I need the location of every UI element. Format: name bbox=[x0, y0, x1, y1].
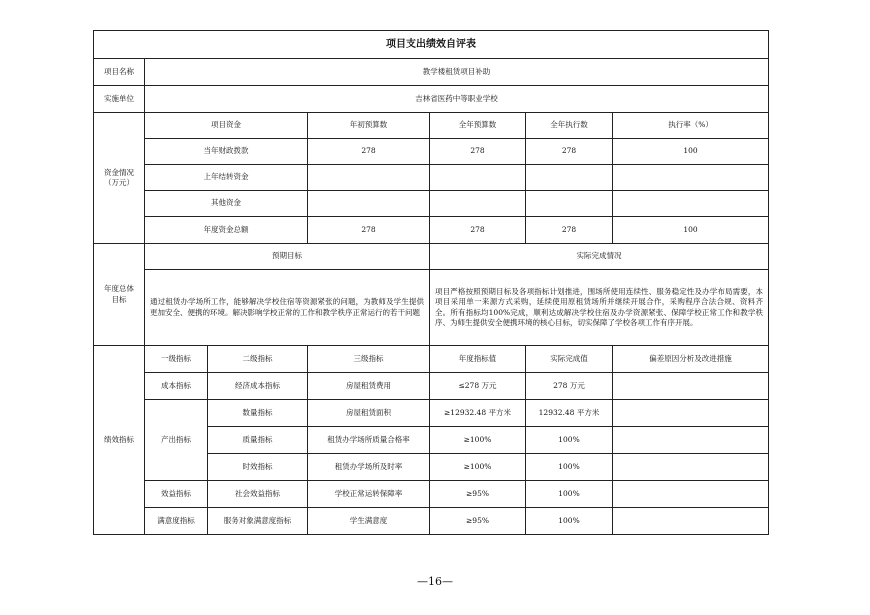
output-level2: 数量指标 bbox=[208, 400, 308, 427]
satisfaction-level1: 满意度指标 bbox=[145, 508, 208, 535]
funds-cell: 278 bbox=[526, 139, 613, 165]
page-number: —16— bbox=[417, 575, 453, 588]
expected-goal-header: 预期目标 bbox=[145, 244, 430, 270]
funds-cell: 278 bbox=[308, 217, 430, 244]
funds-row-label: 年度资金总额 bbox=[145, 217, 308, 244]
funds-row-label: 上年结转资金 bbox=[145, 165, 308, 191]
funds-cell: 278 bbox=[308, 139, 430, 165]
unit-value: 吉林省医药中等职业学校 bbox=[145, 86, 769, 113]
table-title: 项目支出绩效自评表 bbox=[94, 31, 769, 59]
funds-row-label: 当年财政拨款 bbox=[145, 139, 308, 165]
output-note bbox=[613, 400, 769, 427]
satisfaction-level2: 服务对象满意度指标 bbox=[208, 508, 308, 535]
output-level2: 时效指标 bbox=[208, 454, 308, 481]
cost-actual: 278 万元 bbox=[526, 373, 613, 400]
perf-header: 实际完成值 bbox=[526, 346, 613, 373]
funds-cell: 278 bbox=[430, 139, 526, 165]
funds-header: 全年执行数 bbox=[526, 113, 613, 139]
output-level2: 质量指标 bbox=[208, 427, 308, 454]
funds-cell bbox=[526, 191, 613, 217]
funds-cell: 278 bbox=[526, 217, 613, 244]
funds-label: 资金情况 （万元） bbox=[94, 113, 145, 244]
funds-cell bbox=[613, 191, 769, 217]
funds-header: 执行率（%） bbox=[613, 113, 769, 139]
funds-cell bbox=[308, 165, 430, 191]
cost-level1: 成本指标 bbox=[145, 373, 208, 400]
funds-cell: 100 bbox=[613, 139, 769, 165]
satisfaction-level3: 学生满意度 bbox=[308, 508, 430, 535]
output-actual: 12932.48 平方米 bbox=[526, 400, 613, 427]
perf-header: 二级指标 bbox=[208, 346, 308, 373]
output-level1: 产出指标 bbox=[145, 400, 208, 481]
output-note bbox=[613, 427, 769, 454]
satisfaction-target: ≥95% bbox=[430, 508, 526, 535]
perf-header: 一级指标 bbox=[145, 346, 208, 373]
funds-cell: 100 bbox=[613, 217, 769, 244]
satisfaction-actual: 100% bbox=[526, 508, 613, 535]
project-name-value: 教学楼租赁项目补助 bbox=[145, 59, 769, 86]
perf-header: 偏差原因分析及改进措施 bbox=[613, 346, 769, 373]
cost-level2: 经济成本指标 bbox=[208, 373, 308, 400]
output-target: ≥100% bbox=[430, 454, 526, 481]
self-evaluation-table bbox=[93, 30, 769, 535]
actual-completion-text: 项目严格按照预期目标及各项指标计划推进，围场所使用连续性、服务稳定性及办学布局需要，本项目采用单一来源方式采购，延续使用原租赁场所并继续开展合作，采购程序合法合规、资料齐全。所有指标均100%完成，顺利达成解决学校住宿及办学资源紧张、保障学校正常工作和教学秩序、为师生提供安全便携环境的核心目标，切实保障了学校各项工作有序开展。 bbox=[430, 270, 769, 346]
perf-header: 三级指标 bbox=[308, 346, 430, 373]
output-level3: 房屋租赁面积 bbox=[308, 400, 430, 427]
funds-cell bbox=[526, 165, 613, 191]
benefit-note bbox=[613, 481, 769, 508]
funds-cell bbox=[430, 165, 526, 191]
funds-row-label: 其他资金 bbox=[145, 191, 308, 217]
benefit-actual: 100% bbox=[526, 481, 613, 508]
output-target: ≥100% bbox=[430, 427, 526, 454]
project-name-label: 项目名称 bbox=[94, 59, 145, 86]
satisfaction-note bbox=[613, 508, 769, 535]
unit-label: 实施单位 bbox=[94, 86, 145, 113]
funds-cell bbox=[430, 191, 526, 217]
output-note bbox=[613, 454, 769, 481]
output-actual: 100% bbox=[526, 454, 613, 481]
benefit-level2: 社会效益指标 bbox=[208, 481, 308, 508]
actual-completion-header: 实际完成情况 bbox=[430, 244, 769, 270]
funds-cell: 278 bbox=[430, 217, 526, 244]
funds-cell bbox=[308, 191, 430, 217]
cost-note bbox=[613, 373, 769, 400]
funds-header: 全年预算数 bbox=[430, 113, 526, 139]
cost-target: ≤278 万元 bbox=[430, 373, 526, 400]
benefit-level1: 效益指标 bbox=[145, 481, 208, 508]
funds-cell bbox=[613, 165, 769, 191]
funds-header: 年初预算数 bbox=[308, 113, 430, 139]
perf-header: 年度指标值 bbox=[430, 346, 526, 373]
benefit-level3: 学校正常运转保障率 bbox=[308, 481, 430, 508]
output-level3: 租赁办学场所质量合格率 bbox=[308, 427, 430, 454]
funds-header: 项目资金 bbox=[145, 113, 308, 139]
performance-label: 绩效指标 bbox=[94, 346, 145, 535]
expected-goal-text: 通过租赁办学场所工作，能够解决学校住宿等资源紧张的问题，为教师及学生提供更加安全、便携的环境。解决影响学校正常的工作和教学秩序正常运行的若干问题 bbox=[145, 270, 430, 346]
output-actual: 100% bbox=[526, 427, 613, 454]
goals-label: 年度总体 目标 bbox=[94, 244, 145, 346]
output-level3: 租赁办学场所及时率 bbox=[308, 454, 430, 481]
benefit-target: ≥95% bbox=[430, 481, 526, 508]
cost-level3: 房屋租赁费用 bbox=[308, 373, 430, 400]
output-target: ≥12932.48 平方米 bbox=[430, 400, 526, 427]
